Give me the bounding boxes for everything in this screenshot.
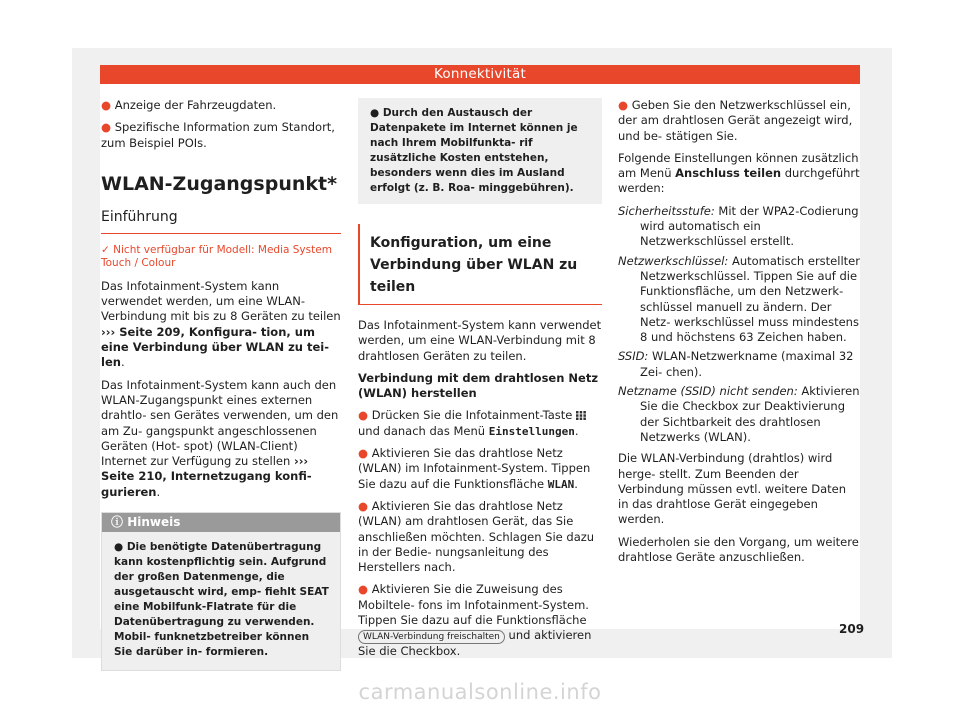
procedure-step: ● Aktivieren Sie das drahtlose Netz (WLAN) im Infotainment-System. Tippen Sie dazu auf die Funktionsfläche WLAN. [358, 446, 591, 491]
page-number: 209 [839, 622, 865, 636]
bullet-icon: ● [101, 120, 112, 135]
paragraph: Das Infotainment-System kann verwendet werden, um eine WLAN-Verbindung mit bis zu 8 Geräten zu teilen ››› Seite 209, Konfigura- tion, um eine Verbindung über WLAN zu tei- len. [101, 278, 341, 370]
column-right [618, 98, 860, 572]
definition-term: Netzname (SSID) nicht senden: [618, 384, 798, 399]
step-text: Drücken Sie die Infotainment-Taste [371, 408, 573, 423]
step-text: Geben Sie den Netzwerkschlüssel ein, der am drahtlosen Gerät angezeigt wird, und be- stätigen Sie. [618, 98, 853, 143]
paragraph-text: Folgende Einstellungen können zusätzlich am Menü [618, 150, 859, 181]
procedure-step [358, 499, 602, 575]
hint-text: Die benötigte Datenübertragung kann kostenpflichtig sein. Aufgrund der großen Datenmenge, die ausgetauscht wird, emp- fiehlt SEAT eine Mobilfunk-Flatrate für die Datenübertragung zu verwenden. Mobil- funknetzbetreiber können Sie darüber in- formieren. [114, 541, 329, 659]
definition-desc: Aktivieren Sie die Checkbox zur Deaktivierung der Sichtbarkeit des drahtlosen Netzwerks (WLAN). [640, 384, 860, 444]
definition-desc: WLAN-Netzwerkname (maximal 32 Zei- chen). [640, 349, 854, 379]
page-header: Konnektivität [100, 65, 860, 84]
menu-grid-icon [576, 411, 586, 420]
paragraph: Das Infotainment-System kann verwendet werden, um eine WLAN-Verbindung mit 8 drahtlosen Geräten zu teilen. [358, 318, 602, 363]
paragraph: Das Infotainment-System kann auch den WLAN-Zugangspunkt eines externen drahtlo- sen Gerätes verwenden, um den am Zu- gangspunkt angeschlossenen Geräten (Hot- spot) (WLAN-Client) Internet zur Verfügung zu stellen ››› Seite 210, Internetzugang konfi- gurieren. [101, 377, 339, 499]
info-icon: ⓘ [111, 515, 124, 530]
section-title: Konfiguration, um eine Verbindung über WLAN zu teilen [358, 224, 602, 305]
column-left [101, 98, 341, 671]
paragraph [618, 151, 860, 197]
bullet-icon: ● [358, 408, 369, 423]
cross-reference-link[interactable]: ››› Seite 210, Internetzugang konfi- gurieren [101, 454, 312, 499]
column-middle [358, 98, 602, 667]
paragraph: Wiederholen sie den Vorgang, um weitere drahtlose Geräte anzuschließen. [618, 534, 859, 565]
wlan-connection-button-label: WLAN-Verbindung freischalten [358, 630, 505, 644]
bullet-icon: ● [358, 446, 369, 461]
list-item [101, 120, 341, 151]
hint-box [101, 512, 341, 671]
procedure-step: ● Drücken Sie die Infotainment-Taste und danach das Menü Einstellungen. [358, 408, 602, 439]
hint-body [102, 532, 340, 670]
subsection-title: Einführung [101, 208, 341, 234]
check-icon: ✓ [101, 243, 110, 256]
paragraph: Die WLAN-Verbindung (drahtlos) wird herge- stellt. Zum Beenden der Verbindung müssen evtl. weitere Daten in das drahtlose Gerät eingegeben werden. [618, 451, 847, 527]
paragraph-text: Das Infotainment-System kann verwendet werden, um eine WLAN-Verbindung mit bis zu 8 Geräten zu teilen [101, 278, 341, 324]
definition-item [618, 204, 860, 250]
hint-text: Durch den Austausch der Datenpakete im Internet können je nach Ihrem Mobilfunkta- rif zusätzliche Kosten entstehen, besonders wenn dies im Ausland erfolgt (z. B. Roa- minggebühren). [370, 107, 578, 194]
section-title: WLAN-Zugangspunkt* [101, 172, 338, 195]
bullet-icon: ● [358, 582, 369, 597]
hint-title [102, 513, 340, 532]
bullet-icon: ● [370, 107, 380, 119]
definition-term: SSID: [618, 349, 649, 364]
list-item [101, 98, 341, 113]
paragraph-text: Das Infotainment-System kann auch den WLAN-Zugangspunkt eines externen drahtlo- sen Gerätes verwenden, um den am Zu- gangspunkt angeschlossenen Geräten (Hot- spot) (WLAN-Client) Internet zur Verfügung zu stellen [101, 377, 339, 469]
hint-box-continued [358, 98, 602, 204]
definition-desc: Automatisch erstellter Netzwerkschlüssel. Tippen Sie auf die Funktionsfläche, um den Netzwerk- schlüssel manuell zu ändern. Der Netz- werkschlüssel muss mindestens 8 und höchstens 63 Zeichen haben. [640, 253, 860, 345]
bullet-icon: ● [618, 98, 629, 112]
bullet-icon: ● [358, 498, 369, 513]
cross-reference-link[interactable]: ››› Seite 209, Konfigura- tion, um eine Verbindung über WLAN zu tei- len [101, 324, 330, 370]
definition-term: Sicherheitsstufe: [618, 203, 715, 218]
list-item-text: Anzeige der Fahrzeugdaten. [114, 98, 277, 112]
wlan-function-label: WLAN [547, 477, 575, 491]
step-text: Aktivieren Sie die Zuweisung des Mobiltele- fons im Infotainment-System. Tippen Sie dazu auf die Funktionsfläche [358, 582, 589, 628]
bullet-icon: ● [114, 541, 124, 554]
hint-title-text: Hinweis [127, 515, 181, 530]
step-text: und aktivieren Sie die Checkbox. [358, 628, 592, 659]
step-text: und danach das Menü [358, 423, 486, 438]
definition-item [618, 254, 860, 346]
procedure-title: Verbindung mit dem drahtlosen Netz (WLAN) herstellen [358, 370, 599, 401]
step-text: Aktivieren Sie das drahtlose Netz (WLAN) am drahtlosen Gerät, das Sie anschließen möchten. Schlagen Sie dazu in der Bedie- nungsanleitung des Herstellers nach. [358, 498, 595, 575]
availability-note [101, 244, 341, 271]
definition-item [618, 384, 860, 445]
paragraph-text: durchgeführt werden: [618, 166, 860, 196]
procedure-step [358, 582, 602, 659]
definition-term: Netzwerkschlüssel: [618, 253, 729, 268]
bullet-icon: ● [101, 98, 112, 112]
list-item-text: Spezifische Information zum Standort, zum Beispiel POIs. [101, 120, 335, 150]
procedure-step [618, 98, 860, 144]
definition-desc: Mit der WPA2-Codierung wird automatisch ein Netzwerkschlüssel erstellt. [640, 203, 859, 249]
menu-name: Einstellungen [488, 424, 575, 438]
menu-name: Anschluss teilen [675, 166, 782, 181]
step-text: Aktivieren Sie das drahtlose Netz (WLAN) im Infotainment-System. Tippen Sie dazu auf die Funktionsfläche [358, 446, 591, 491]
definition-item [618, 349, 860, 380]
availability-note-text: Nicht verfügbar für Modell: Media System Touch / Colour [101, 243, 332, 270]
watermark: carmanualsonline.info [358, 680, 602, 704]
